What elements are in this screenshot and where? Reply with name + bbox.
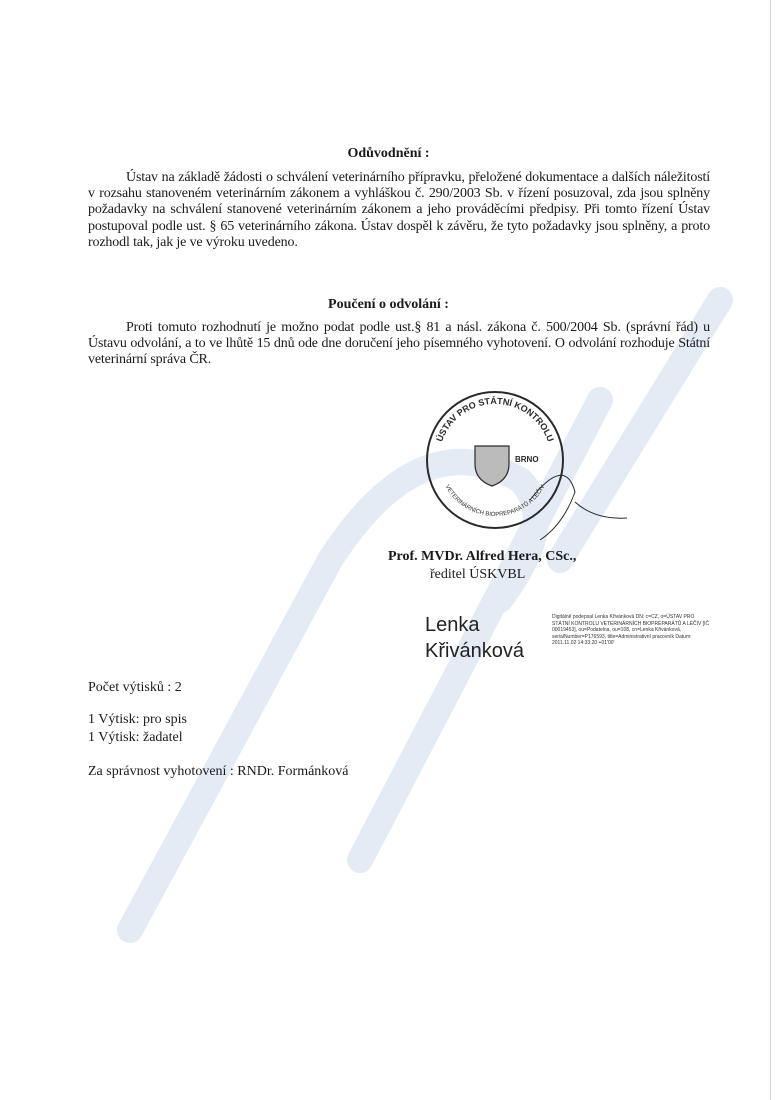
digital-signature-first-name: Lenka bbox=[425, 614, 480, 636]
coat-of-arms-icon bbox=[475, 446, 509, 486]
copy-for-file: 1 Výtisk: pro spis bbox=[88, 712, 187, 727]
digital-signature-last-name: Křivánková bbox=[425, 640, 524, 662]
digital-signature-name bbox=[425, 612, 524, 664]
official-stamp bbox=[415, 380, 635, 545]
appeal-heading: Poučení o odvolání : bbox=[328, 297, 449, 312]
svg-text:VETERINÁRNÍCH BIOPREPARÁTŮ A L bbox=[444, 484, 547, 518]
digital-signature-details: Digitálně podepsal Lenka Křivánková DN: c=CZ, o=ÚSTAV PRO STÁTNÍ KONTROLU VETERINÁRNÍCH BIOPREPARÁTŮ A LÉČIV [IČ 00019453], ou=Podatelna, ou=108, cn=Lenka Křivánková, serialNumber=P176593, title=Administrativní pracovník Datum: 2011.11.02 14:33:20 +01'00' bbox=[552, 614, 710, 646]
signatory-name: Prof. MVDr. Alfred Hera, CSc., bbox=[388, 549, 577, 564]
svg-text:ÚSTAV PRO STÁTNÍ KONTROLU bbox=[433, 396, 555, 443]
copy-for-applicant: 1 Výtisk: žadatel bbox=[88, 730, 183, 745]
justification-text: Ústav na základě žádosti o schválení veterinárního přípravku, přeložené dokumentace a dalších náležitostí v rozsahu stanoveném veterinárním zákonem a vyhláškou č. 290/2003 Sb. v řízení posuzoval, zda jsou splněny požadavky na schválení stanovené veterinárním zákonem a jeho prováděcími předpisy. Při tomto řízení Ústav postupoval podle ust. § 65 veterinárního zákona. Ústav dospěl k závěru, že tyto požadavky jsou splněny, a proto rozhodl tak, jak je ve výroku uvedeno. bbox=[88, 170, 710, 250]
stamp-outer-text: ÚSTAV PRO STÁTNÍ KONTROLU bbox=[434, 395, 556, 444]
appeal-text: Proti tomuto rozhodnutí je možno podat podle ust.§ 81 a násl. zákona č. 500/2004 Sb. (správní řád) u Ústavu odvolání, a to ve lhůtě 15 dnů ode dne doručení jeho písemného vyhotovení. O odvolání rozhoduje Státní veterinární správa ČR. bbox=[88, 320, 710, 368]
copies-count: Počet výtisků : 2 bbox=[88, 680, 182, 695]
justification-heading: Odůvodnění : bbox=[347, 146, 430, 161]
correctness-note: Za správnost vyhotovení : RNDr. Formánková bbox=[88, 764, 349, 779]
stamp-city: BRNO bbox=[515, 455, 539, 464]
stamp-inner-text: VETERINÁRNÍCH BIOPREPARÁTŮ A LÉČIV bbox=[443, 484, 547, 519]
signatory-title: ředitel ÚSKVBL bbox=[430, 567, 526, 582]
appeal-paragraph bbox=[88, 320, 710, 369]
justification-paragraph bbox=[88, 170, 710, 251]
